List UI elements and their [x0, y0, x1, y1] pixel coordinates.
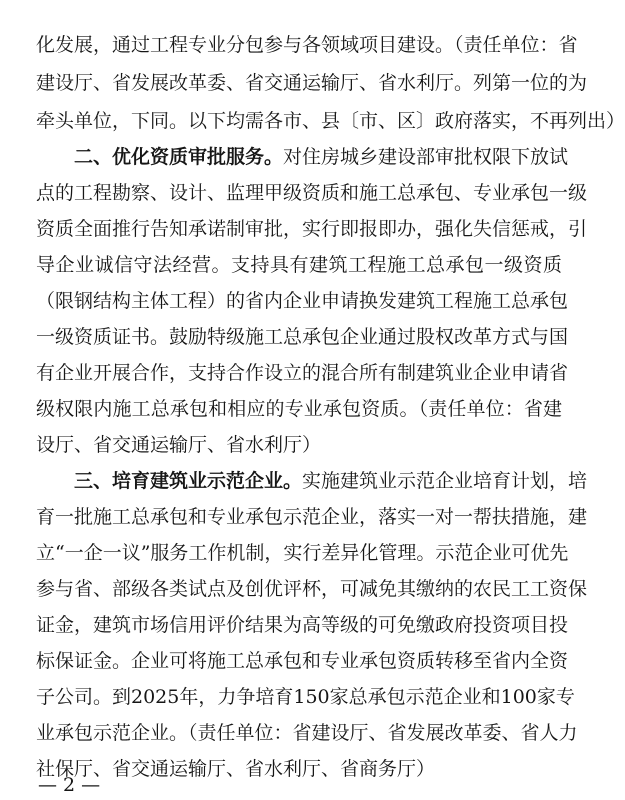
paragraph-3-line-5: 证金，建筑市场信用评价结果为高等级的可免缴政府投资项目投 [36, 614, 569, 636]
paragraph-3-line-1: 实施建筑业示范企业培育计划，培 [302, 470, 588, 492]
section-heading-3: 三、培育建筑业示范企业。 [74, 470, 303, 492]
paragraph-1-line-2: 建设厅、省发展改革委、省交通运输厅、省水利厅。列第一位的为 [36, 72, 588, 94]
paragraph-2-line-1: 对住房城乡建设部审批权限下放试 [283, 146, 569, 168]
paragraph-3-first-line [74, 464, 588, 498]
paragraph-3-line-8: 业承包示范企业。（责任单位：省建设厅、省发展改革委、省人力 [36, 722, 578, 744]
paragraph-2-line-8: 级权限内施工总承包和相应的专业承包资质。（责任单位：省建 [36, 398, 562, 420]
paragraph-3-line-9: 社保厅、省交通运输厅、省水利厅、省商务厅） [36, 758, 436, 780]
paragraph-2-line-5: （限钢结构主体工程）的省内企业申请换发建筑工程施工总承包 [36, 290, 569, 312]
section-heading-2: 二、优化资质审批服务。 [74, 146, 284, 168]
paragraph-3-line-7: 子公司。到2025年，力争培育150家总承包示范企业和100家专 [36, 686, 575, 708]
paragraph-2-line-3: 资质全面推行告知承诺制审批，实行即报即办，强化失信惩戒，引 [36, 218, 588, 240]
paragraph-2-line-6: 一级资质证书。鼓励特级施工总承包企业通过股权改革方式与国 [36, 326, 569, 348]
paragraph-1-line-3: 牵头单位，下同。以下均需各市、县〔市、区〕政府落实，不再列出） [36, 110, 625, 132]
page-number: — 2 — [38, 774, 101, 796]
paragraph-2-line-7: 有企业开展合作，支持合作设立的混合所有制建筑业企业申请省 [36, 362, 569, 384]
paragraph-2-first-line [74, 140, 569, 174]
paragraph-2-line-4: 导企业诚信守法经营。支持具有建筑工程施工总承包一级资质 [36, 254, 562, 276]
paragraph-3-line-2: 育一批施工总承包和专业承包示范企业，落实一对一帮扶措施，建 [36, 506, 588, 528]
paragraph-3-line-4: 参与省、部级各类试点及创优评杯，可减免其缴纳的农民工工资保 [36, 578, 588, 600]
paragraph-3-line-3: 立“一企一议”服务工作机制，实行差异化管理。示范企业可优先 [36, 542, 569, 564]
paragraph-1-line-1: 化发展，通过工程专业分包参与各领域项目建设。（责任单位：省 [36, 34, 578, 56]
paragraph-2-line-2: 点的工程勘察、设计、监理甲级资质和施工总承包、专业承包一级 [36, 182, 588, 204]
paragraph-3-line-6: 标保证金。企业可将施工总承包和专业承包资质转移至省内全资 [36, 650, 569, 672]
paragraph-2-line-9: 设厅、省交通运输厅、省水利厅） [36, 434, 322, 456]
